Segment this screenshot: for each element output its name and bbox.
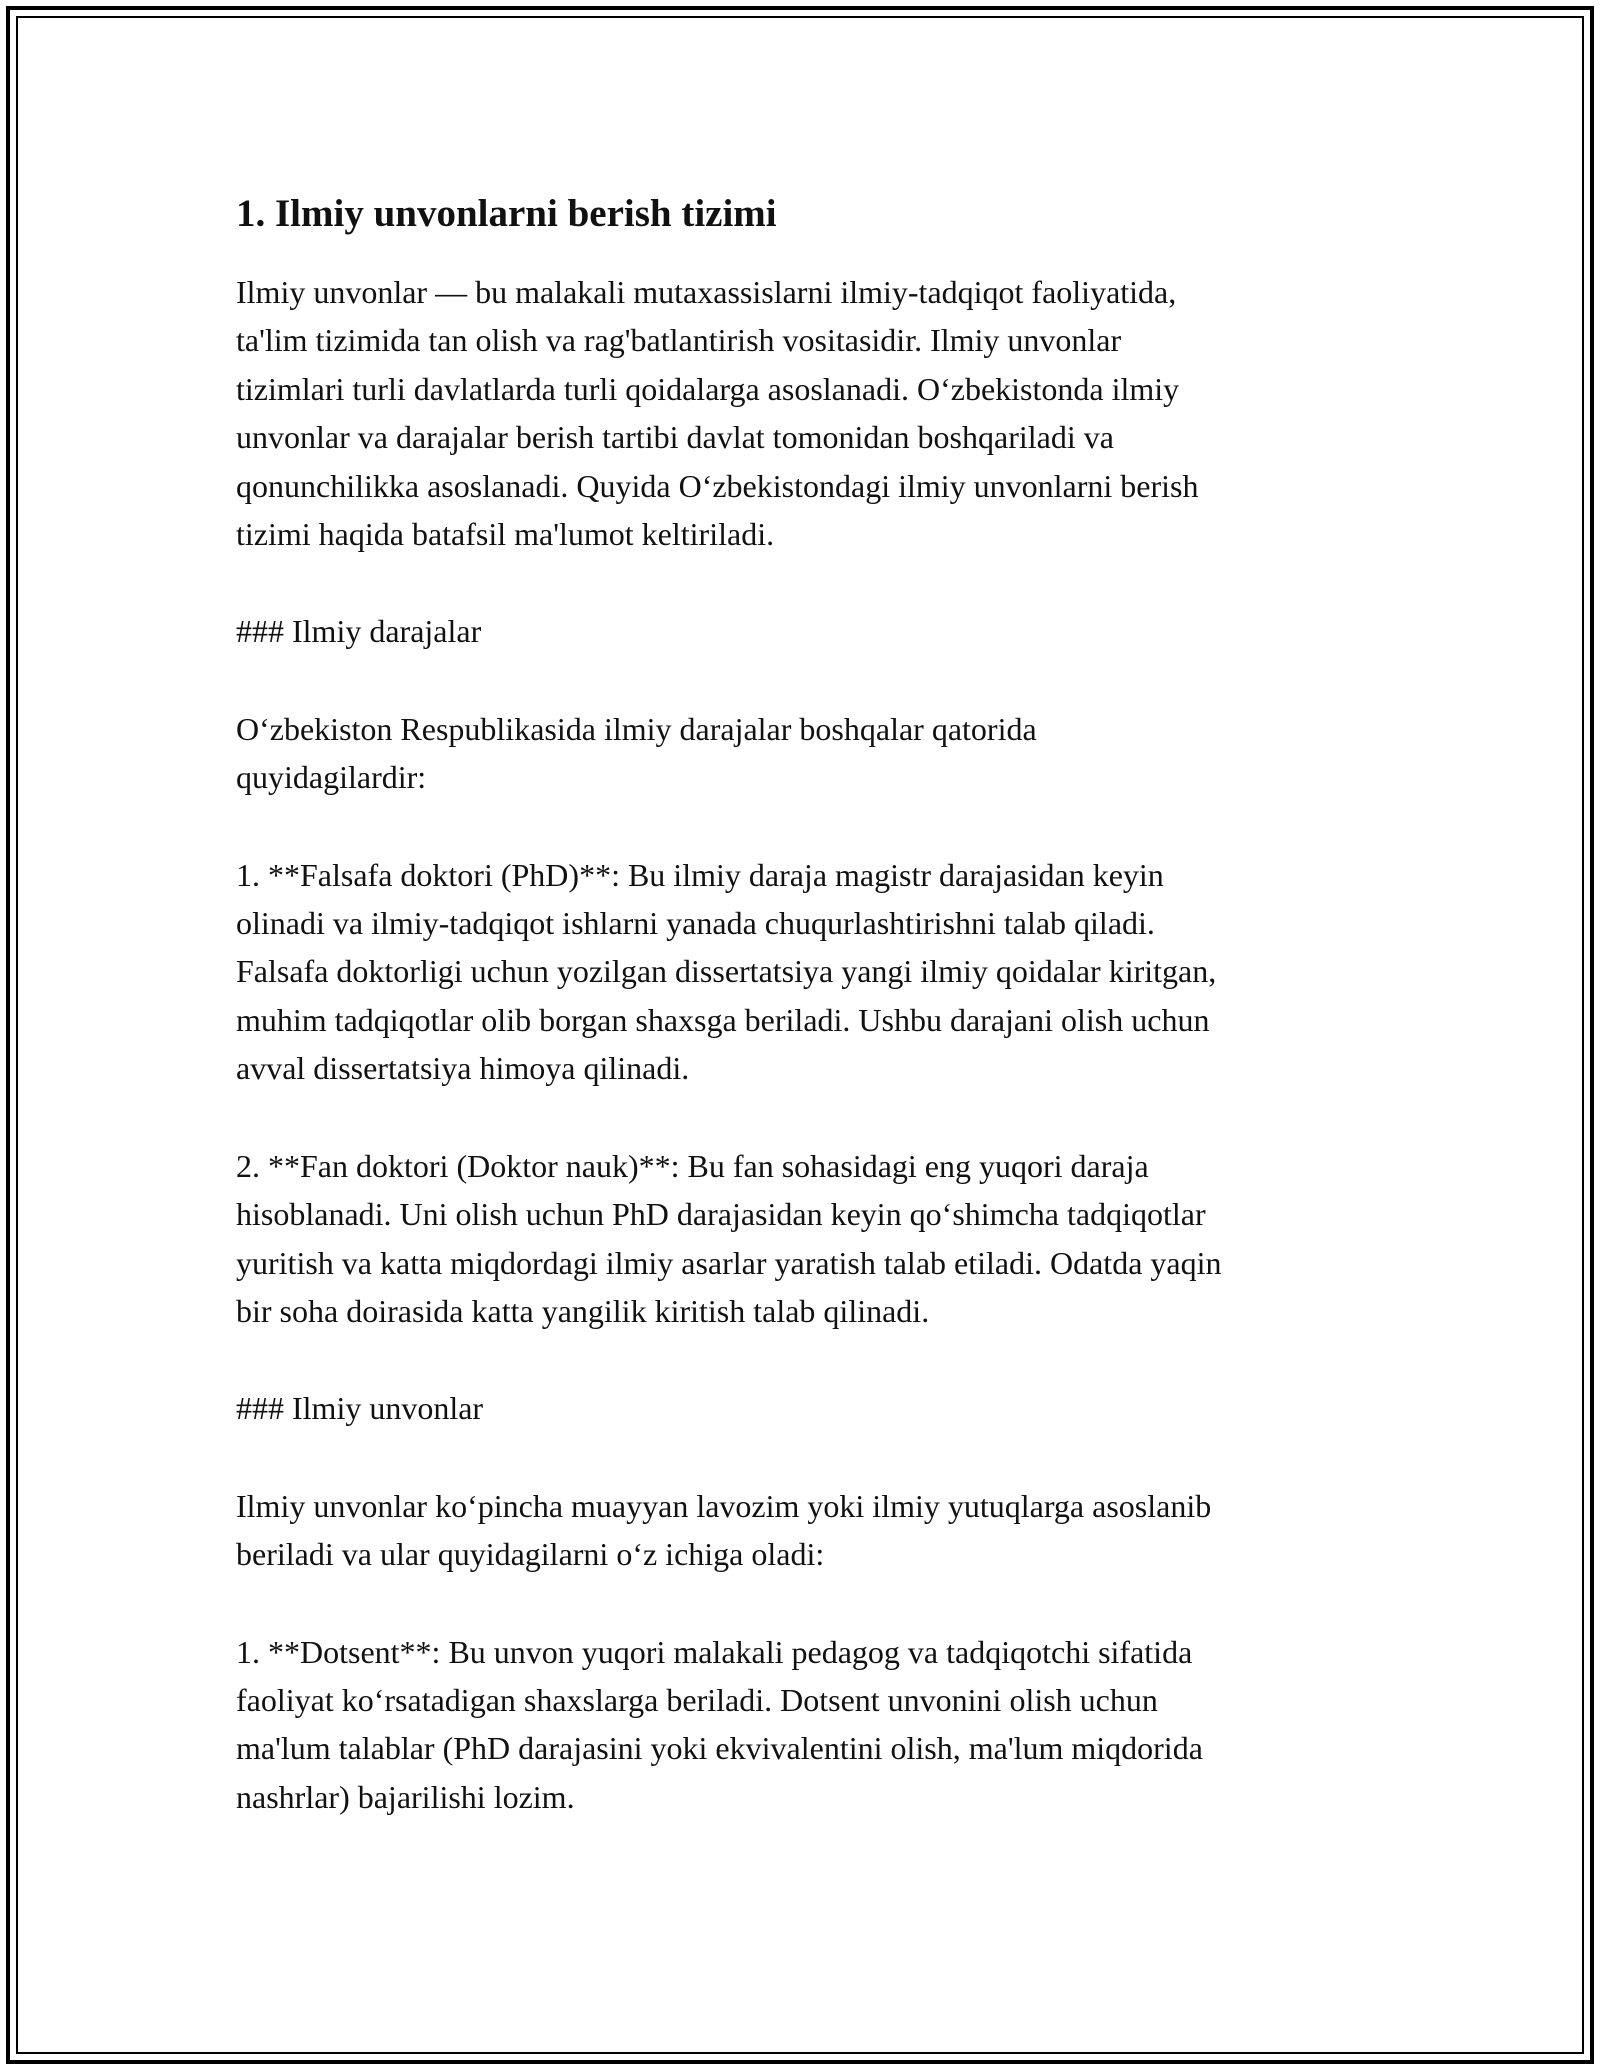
section-heading-degrees: ### Ilmiy darajalar bbox=[236, 613, 482, 650]
document-page bbox=[236, 186, 1386, 1870]
list-item-phd: 1. **Falsafa doktori (PhD)**: Bu ilmiy daraja magistr darajasidan keyin olinadi va ilmiy-tadqiqot ishlarni yanada chuqurlashtirishni talab qiladi. Falsafa doktorligi uchun yozilgan dissertatsiya yangi ilmiy qoidalar kiritgan, muhim tadqiqotlar olib borgan shaxsga beriladi. Ushbu darajani olish uchun avval dissertatsiya himoya qilinadi. bbox=[236, 856, 1217, 1087]
titles-intro-paragraph: Ilmiy unvonlar koʻpincha muayyan lavozim yoki ilmiy yutuqlarga asoslanib beriladi va ular quyidagilarni oʻz ichiga oladi: bbox=[236, 1487, 1212, 1573]
section-heading-titles: ### Ilmiy unvonlar bbox=[236, 1390, 484, 1427]
list-item-doctor-of-science: 2. **Fan doktori (Doktor nauk)**: Bu fan sohasidagi eng yuqori daraja hisoblanadi. Uni olish uchun PhD darajasidan keyin qoʻshimcha tadqiqotlar yuritish va katta miqdordagi ilmiy asarlar yaratish talab etiladi. Odatda yaqin bir soha doirasida katta yangilik kiritish talab qilinadi. bbox=[236, 1147, 1222, 1329]
intro-paragraph: Ilmiy unvonlar — bu malakali mutaxassislarni ilmiy-tadqiqot faoliyatida, ta'lim tizimida tan olish va rag'batlantirish vositasidir. Ilmiy unvonlar tizimlari turli davlatlarda turli qoidalarga asoslanadi. Oʻzbekistonda ilmiy unvonlar va darajalar berish tartibi davlat tomonidan boshqariladi va qonunchilikka asoslanadi. Quyida Oʻzbekistondagi ilmiy unvonlarni berish tizimi haqida batafsil ma'lumot keltiriladi. bbox=[236, 274, 1199, 553]
degrees-intro-paragraph: Oʻzbekiston Respublikasida ilmiy darajalar boshqalar qatorida quyidagilardir: bbox=[236, 710, 1037, 796]
list-item-docent: 1. **Dotsent**: Bu unvon yuqori malakali pedagog va tadqiqotchi sifatida faoliyat koʻrsatadigan shaxslarga beriladi. Dotsent unvonini olish uchun ma'lum talablar (PhD darajasini yoki ekvivalentini olish, ma'lum miqdorida nashrlar) bajarilishi lozim. bbox=[236, 1633, 1203, 1815]
document-title: 1. Ilmiy unvonlarni berish tizimi bbox=[236, 192, 777, 235]
